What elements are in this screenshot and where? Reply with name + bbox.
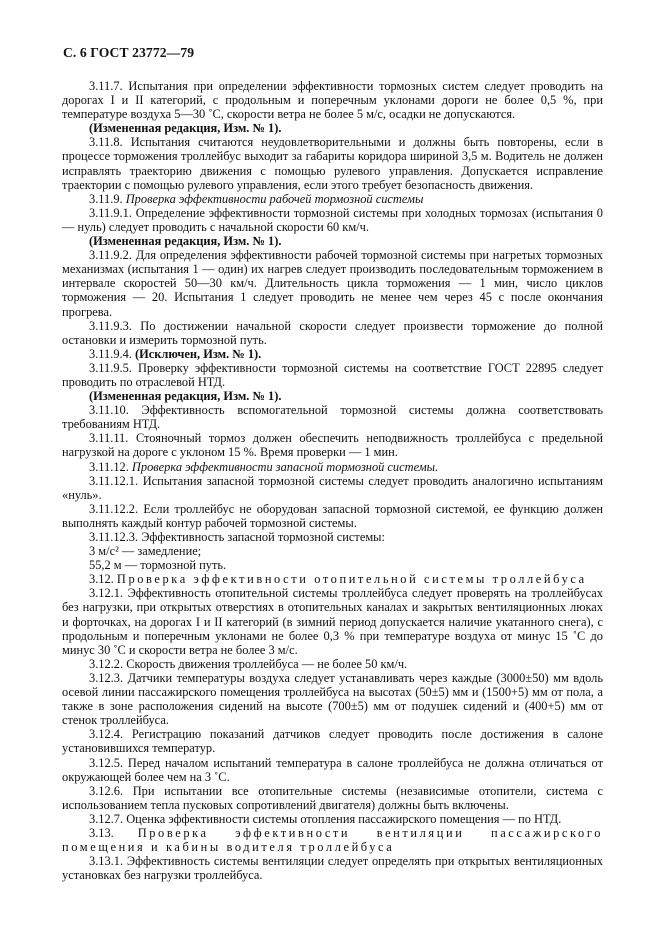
paragraph-3-12-5	[62, 756, 603, 784]
clause-number: 3.12.1.	[89, 586, 124, 601]
clause-number: 3.12.3.	[89, 670, 124, 685]
clause-number: 3.11.10.	[89, 403, 129, 418]
clause-number: 3.12.5.	[89, 755, 124, 770]
clause-number: 3.12.4.	[89, 727, 124, 742]
clause-number: 3.11.12.3.	[89, 530, 139, 544]
clause-number: 3.11.12.	[89, 459, 129, 474]
paragraph-3-11-12-1	[62, 474, 603, 502]
section-title: Проверка эффективности рабочей тормозной системы	[125, 191, 424, 206]
clause-number: 3.11.9.	[89, 191, 123, 206]
clause-number: 3.12.6.	[89, 783, 124, 798]
section-heading-3-11-12	[62, 460, 603, 474]
paragraph-3-12-6	[62, 784, 603, 812]
section-title: Проверка эффективности вентиляции пассажирского помещения и кабины водителя троллейбуса	[62, 825, 603, 855]
paragraph-text: При испытании все отопительные системы (независимые отопители, система с использованием тепла пусковых сопротивлений двигателя) должны быть включены.	[62, 783, 603, 812]
paragraph-3-12-7	[62, 812, 603, 826]
paragraph-3-11-9-5	[62, 361, 603, 389]
section-title: Проверка эффективности запасной тормозной системы.	[131, 459, 439, 474]
paragraph-text: Испытания при определении эффективности тормозных систем следует проводить на дорогах I и II категорий, с продольным и поперечным уклонами дороги не более 0,5 %, при температуре воздуха 5—30 ˚С, скорости ветра не более 5 м/с, осадки не допускаются.	[62, 79, 604, 122]
paragraph-text: Датчики температуры воздуха следует устанавливать через каждые (3000±50) мм вдоль осевой линии пассажирского помещения троллейбуса на высотах (50±5) мм и (1500+5) мм от пола, а также в зоне расположения сидений на высоте (700±5) мм от подушек сидений и (400+5) мм от стенок троллейбуса.	[62, 670, 603, 728]
paragraph-text: Проверку эффективности тормозной системы на соответствие ГОСТ 22895 следует проводить по отраслевой НТД.	[62, 360, 603, 389]
clause-number: 3.11.12.1.	[89, 473, 139, 488]
document-body	[62, 79, 603, 882]
paragraph-text: Эффективность системы вентиляции следует определять при открытых вентиляционных установках без нагрузки троллейбуса.	[62, 854, 603, 883]
paragraph-3-12-4	[62, 727, 603, 755]
clause-number: 3.11.9.4.	[89, 346, 132, 361]
paragraph-text: Испытания считаются неудовлетворительными и должны быть повторены, если в процессе торможения троллейбус выходит за габариты коридора шириной 3,5 м. Водитель не должен исправлять траекторию движения с помощью рулевого управления. Допускается исправление траектории с помощью рулевого управления, если этого требует безопасность движения.	[62, 135, 603, 192]
clause-number: 3.11.9.1.	[89, 205, 132, 220]
paragraph-3-12-2	[62, 657, 603, 671]
paragraph-text: Оценка эффективности системы отопления пассажирского помещения — по НТД.	[126, 811, 562, 826]
list-item-braking-distance: 55,2 м — тормозной путь.	[89, 558, 227, 573]
paragraph-text: Эффективность отопительной системы троллейбуса следует проверять на троллейбусах без нагрузки, при открытых отверстиях в отопительных каналах и закрытых вентиляционных люках и форточках, на дорогах I и II категорий (в зимний период допускается наличие укатанного снега), с продольным и поперечным уклонами не более 0,3 % при температуре воздуха от минус 15 ˚С до минус 30 ˚С и скорости ветра не более 3 м/с.	[62, 586, 603, 657]
paragraph-text: Для определения эффективности рабочей тормозной системы при нагретых тормозных механизмах (испытания 1 — один) их нагрев следует производить последовательным торможением в интервале скоростей 50—30 км/ч. Длительность цикла торможения — 1 мин, число циклов торможения — 20. Испытания 1 следует проводить не менее чем через 45 с после окончания прогрева.	[62, 248, 603, 319]
paragraph-text: Определение эффективности тормозной системы при холодных тормозах (испытания 0 — нуль) следует проводить с начальной скорости 60 км/ч.	[62, 205, 603, 234]
clause-number: 3.13.	[89, 825, 114, 840]
clause-number: 3.11.9.5.	[89, 360, 132, 375]
clause-number: 3.11.9.3.	[89, 318, 132, 333]
section-heading-3-13	[62, 826, 603, 854]
paragraph-3-12-1	[62, 586, 603, 656]
paragraph-text: Стояночный тормоз должен обеспечить неподвижность троллейбуса с предельной нагрузкой на дороге с уклоном 15 %. Время проверки — 1 мин.	[62, 431, 603, 460]
clause-number: 3.11.11.	[89, 431, 129, 446]
clause-number: 3.12.	[89, 572, 114, 587]
paragraph-3-11-7	[62, 79, 603, 121]
clause-number: 3.11.7.	[89, 79, 123, 93]
paragraph-text: Регистрацию показаний датчиков следует проводить после достижения в салоне установившихся температур.	[62, 727, 603, 756]
section-heading-3-11-9	[62, 192, 603, 206]
paragraph-text: Скорость движения троллейбуса — не более 50 км/ч.	[126, 656, 408, 671]
amendment-note: (Измененная редакция, Изм. № 1).	[89, 389, 282, 404]
paragraph-text: Если троллейбус не оборудован запасной тормозной системой, ее функцию должен выполнять каждый контур рабочей тормозной системы.	[62, 501, 603, 530]
clause-number: 3.11.8.	[89, 135, 123, 150]
exclusion-note: (Исключен, Изм. № 1).	[135, 346, 262, 361]
amendment-note: (Измененная редакция, Изм. № 1).	[89, 121, 282, 136]
list-item-deceleration: 3 м/с² — замедление;	[89, 544, 202, 559]
paragraph-3-11-8	[62, 135, 603, 191]
paragraph-3-11-9-4	[62, 347, 603, 361]
section-title: Проверка эффективности отопительной системы троллейбуса	[116, 572, 587, 587]
paragraph-3-11-12-2	[62, 502, 603, 530]
clause-number: 3.12.7.	[89, 811, 124, 826]
amendment-note: (Измененная редакция, Изм. № 1).	[89, 234, 282, 249]
paragraph-3-11-9-2	[62, 248, 603, 318]
clause-number: 3.12.2.	[89, 656, 124, 671]
page-header: С. 6 ГОСТ 23772—79	[63, 45, 195, 60]
paragraph-text: Испытания запасной тормозной системы следует проводить аналогично испытаниям «нуль».	[62, 473, 603, 502]
paragraph-text: Перед началом испытаний температура в салоне троллейбуса не должна отличаться от окружающей более чем на 3 ˚С.	[62, 755, 603, 784]
clause-number: 3.13.1.	[89, 854, 124, 869]
paragraph-text: Эффективность вспомогательной тормозной системы должна соответствовать требованиям НТД.	[62, 403, 604, 432]
paragraph-text: Эффективность запасной тормозной системы:	[141, 530, 385, 544]
paragraph-3-11-9-1	[62, 206, 603, 234]
paragraph-3-11-10	[62, 403, 603, 431]
paragraph-3-12-3	[62, 671, 603, 727]
section-heading-3-12	[62, 572, 603, 586]
paragraph-3-13-1	[62, 854, 603, 882]
clause-number: 3.11.12.2.	[89, 501, 139, 516]
clause-number: 3.11.9.2.	[89, 248, 132, 263]
paragraph-3-11-11	[62, 431, 603, 459]
paragraph-3-11-9-3	[62, 319, 603, 347]
paragraph-text: По достижении начальной скорости следует произвести торможение до полной остановки и измерить тормозной путь.	[62, 318, 603, 347]
paragraph-3-11-12-3	[62, 530, 603, 544]
